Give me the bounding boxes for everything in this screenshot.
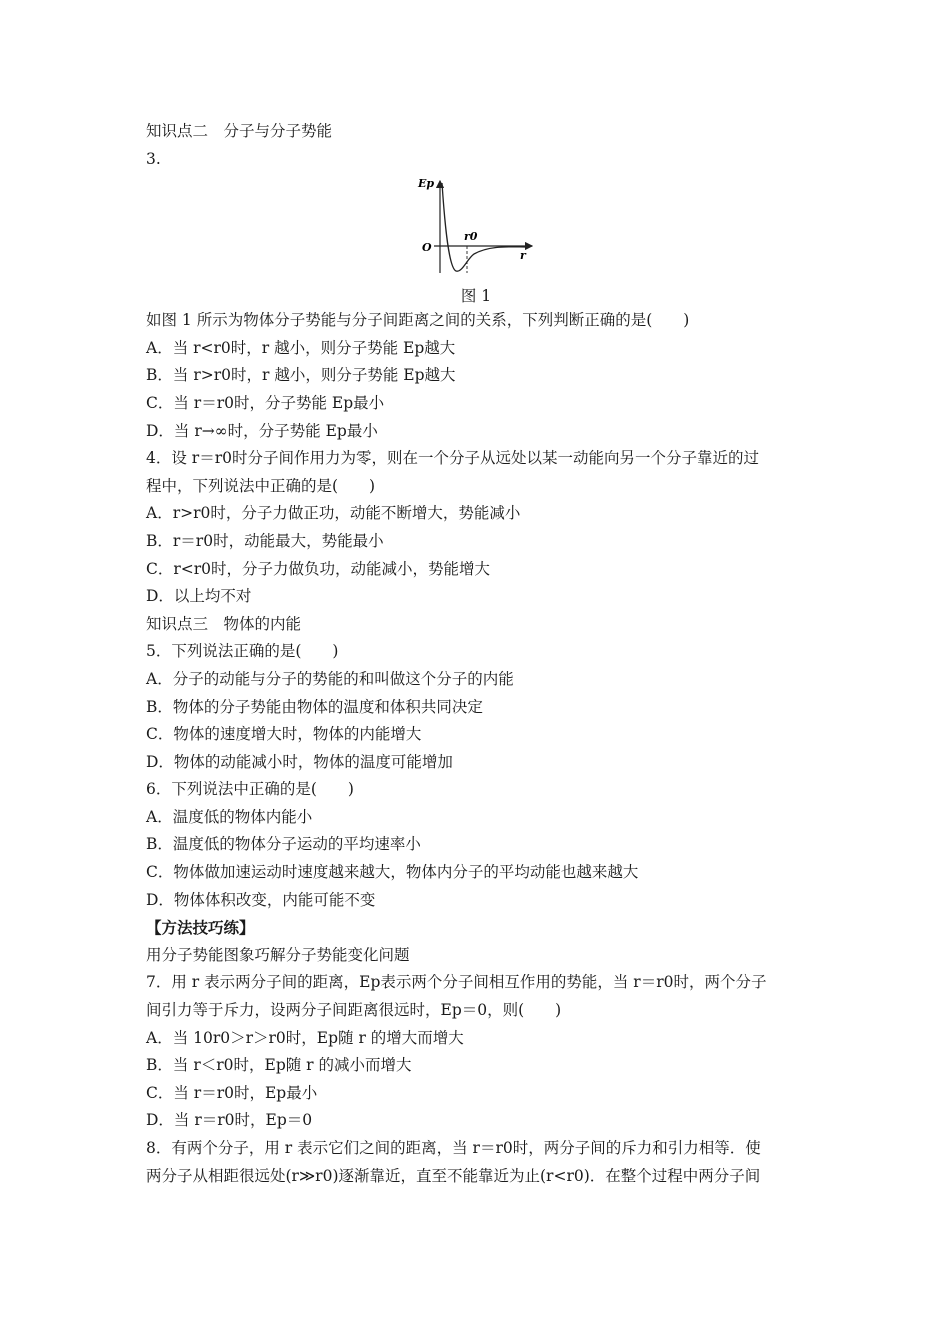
question-8-stem-line1: 8．有两个分子，用 r 表示它们之间的距离，当 r＝r0时，两分子间的斥力和引力相等．使 [146,1139,761,1157]
question-4-option-b: B．r＝r0时，动能最大，势能最小 [146,531,384,550]
figure-caption: 图 1 [460,287,492,306]
potential-energy-graph [408,173,548,285]
document-page [146,118,806,1190]
x-axis-label: r [520,249,526,263]
question-4-stem-line2: 程中，下列说法中正确的是( ) [146,476,376,495]
question-5-option-a: A．分子的动能与分子的势能的和叫做这个分子的内能 [146,669,514,688]
question-5-option-b: B．物体的分子势能由物体的温度和体积共同决定 [146,697,483,716]
origin-label: O [422,241,432,255]
question-7-option-d: D．当 r＝r0时，Ep＝0 [146,1111,313,1130]
question-7-option-a: A．当 10r0＞r＞r0时，Ep随 r 的增大而增大 [146,1028,464,1047]
r0-label: r0 [464,230,478,244]
method-heading: 【方法技巧练】 [146,918,255,938]
question-7-stem-line2: 间引力等于斥力，设两分子间距离很远时，Ep＝0，则( ) [146,1001,562,1020]
question-4-option-a: A．r>r0时，分子力做正功，动能不断增大，势能减小 [146,504,521,523]
question-4-option-c: C．r<r0时，分子力做负功，动能减小，势能增大 [146,559,491,578]
question-7-option-b: B．当 r＜r0时，Ep随 r 的减小而增大 [146,1056,412,1075]
question-6-option-b: B．温度低的物体分子运动的平均速率小 [146,835,421,854]
question-5-option-d: D．物体的动能减小时，物体的温度可能增加 [146,752,453,771]
question-4-option-d: D．以上均不对 [146,587,252,606]
question-3-option-d: D．当 r→∞时，分子势能 Ep最小 [146,421,378,440]
question-8-stem-line2: 两分子从相距很远处(r≫r0)逐渐靠近，直至不能靠近为止(r<r0)．在整个过程中两分子间 [146,1166,761,1185]
question-5-stem: 5．下列说法正确的是( ) [146,642,339,661]
question-3-number: 3. [146,149,161,168]
question-3-option-c: C．当 r＝r0时，分子势能 Ep最小 [146,393,385,412]
question-7-stem-line1: 7．用 r 表示两分子间的距离，Ep表示两个分子间相互作用的势能，当 r＝r0时，两个分子 [146,973,767,992]
question-3-stem: 如图 1 所示为物体分子势能与分子间距离之间的关系，下列判断正确的是( ) [146,311,690,330]
question-4-stem-line1: 4．设 r＝r0时分子间作用力为零，则在一个分子从远处以某一动能向另一个分子靠近的过 [146,449,759,468]
question-6-stem: 6．下列说法中正确的是( ) [146,780,354,799]
question-3-option-a: A．当 r<r0时，r 越小，则分子势能 Ep越大 [146,338,456,357]
question-3-option-b: B．当 r>r0时，r 越小，则分子势能 Ep越大 [146,366,456,385]
potential-curve [442,183,528,271]
question-6-option-a: A．温度低的物体内能小 [146,807,313,826]
section-title-2: 知识点二 分子与分子势能 [146,122,333,140]
method-subtitle: 用分子势能图象巧解分子势能变化问题 [146,945,410,964]
question-7-option-c: C．当 r＝r0时，Ep最小 [146,1083,318,1102]
section-title-3: 知识点三 物体的内能 [146,614,302,633]
question-6-option-c: C．物体做加速运动时速度越来越大，物体内分子的平均动能也越来越大 [146,863,639,882]
y-axis-label: Ep [418,177,435,191]
question-5-option-c: C．物体的速度增大时，物体的内能增大 [146,725,422,744]
potential-energy-figure [146,173,806,307]
question-6-option-d: D．物体体积改变，内能可能不变 [146,890,376,909]
